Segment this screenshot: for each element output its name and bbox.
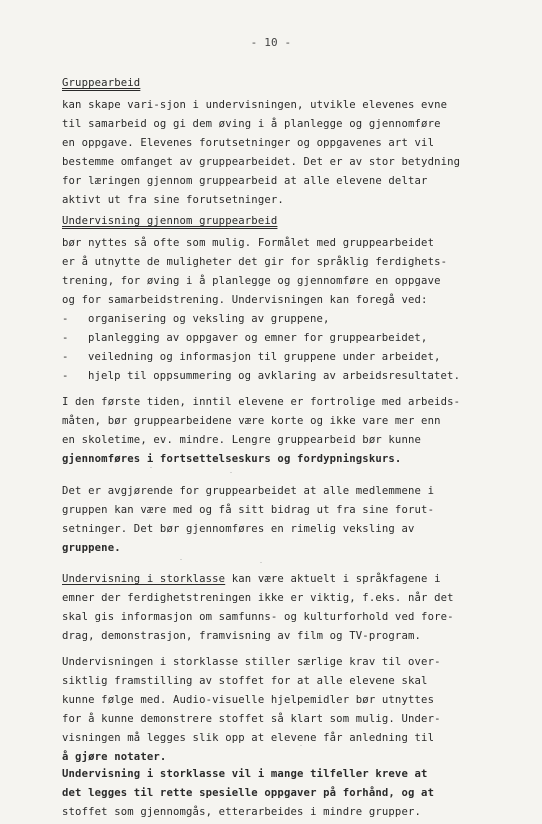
heading-undervisning-gruppearbeid: Undervisning gjennom gruppearbeid (62, 215, 278, 227)
paragraph-line: aktivt ut fra sine forutsetninger. (62, 194, 284, 206)
heading-gruppearbeid: Gruppearbeid (62, 77, 141, 89)
bullet-marker: - (62, 351, 69, 363)
paragraph-line: en skoletime, ev. mindre. Lengre gruppearbeid bør kunne (62, 434, 422, 446)
bullet-item: planlegging av oppgaver og emner for gruppearbeidet, (88, 332, 428, 344)
paragraph-line: en oppgave. Elevenes forutsetninger og oppgavenes art vil (62, 137, 435, 149)
paragraph-line: gruppen kan være med og få sitt bidrag ut fra sine forut- (62, 504, 435, 516)
paragraph-line: det legges til rette spesielle oppgaver på forhånd, og at (62, 787, 435, 799)
paragraph-line: Undervisningen i storklasse stiller særlige krav til over- (62, 656, 441, 668)
paragraph-line: drag, demonstrasjon, framvisning av film og TV-program. (62, 630, 422, 642)
scan-speck (150, 467, 152, 468)
paragraph-line: til samarbeid og gi dem øving i å planlegge og gjennomføre (62, 118, 441, 130)
paragraph-line-first (62, 570, 441, 588)
paragraph-line: for læringen gjennom gruppearbeid at alle elevene deltar (62, 175, 428, 187)
paragraph-line: kan skape vari-sjon i undervisningen, utvikle elevenes evne (62, 99, 448, 111)
paragraph-text: kan være aktuelt i språkfagene i (225, 573, 441, 585)
paragraph-line: Det er avgjørende for gruppearbeidet at alle medlemmene i (62, 485, 435, 497)
paragraph-line: Undervisning i storklasse vil i mange tilfeller kreve at (62, 768, 428, 780)
paragraph-line: emner der ferdighetstreningen ikke er viktig, f.eks. når det (62, 592, 454, 604)
bullet-item: organisering og veksling av gruppene, (88, 313, 330, 325)
paragraph-line: bestemme omfanget av gruppearbeidet. Det er av stor betydning (62, 156, 461, 168)
heading-undervisning-storklasse: Undervisning i storklasse (62, 573, 226, 585)
bullet-marker: - (62, 370, 69, 382)
paragraph-line: for å kunne demonstrere stoffet så klart som mulig. Under- (62, 713, 441, 725)
scan-speck (230, 472, 232, 473)
paragraph-line: bør nyttes så ofte som mulig. Formålet med gruppearbeidet (62, 237, 435, 249)
paragraph-line: er å utnytte de muligheter det gir for språklig ferdighets- (62, 256, 448, 268)
paragraph-line: trening, for øving i å planlegge og gjennomføre en oppgave (62, 275, 441, 287)
paragraph-line: gruppene. (62, 542, 121, 554)
scan-speck (180, 559, 182, 560)
paragraph-line: å gjøre notater. (62, 751, 167, 763)
paragraph-line: visningen må legges slik opp at elevene får anledning til (62, 732, 435, 744)
paragraph-line: siktlig framstilling av stoffet for at alle elevene skal (62, 675, 428, 687)
paragraph-line: stoffet som gjennomgås, etterarbeides i mindre grupper. (62, 806, 422, 818)
bullet-marker: - (62, 332, 69, 344)
paragraph-line: gjennomføres i fortsettelseskurs og fordypningskurs. (62, 453, 402, 465)
scan-speck (300, 745, 302, 746)
bullet-item: veiledning og informasjon til gruppene under arbeidet, (88, 351, 441, 363)
bullet-item: hjelp til oppsummering og avklaring av arbeidsresultatet. (88, 370, 461, 382)
paragraph-line: og for samarbeidstrening. Undervisningen kan foregå ved: (62, 294, 428, 306)
paragraph-line: måten, bør gruppearbeidene være korte og ikke vare mer enn (62, 415, 441, 427)
paragraph-line: skal gis informasjon om samfunns- og kulturforhold ved fore- (62, 611, 454, 623)
paragraph-line: setninger. Det bør gjennomføres en rimelig veksling av (62, 523, 415, 535)
paragraph-line: I den første tiden, inntil elevene er fortrolige med arbeids- (62, 396, 461, 408)
scan-speck (260, 562, 262, 563)
bullet-marker: - (62, 313, 69, 325)
page-number: - 10 - (250, 36, 292, 49)
paragraph-line: kunne følge med. Audio-visuelle hjelpemidler bør utnyttes (62, 694, 435, 706)
